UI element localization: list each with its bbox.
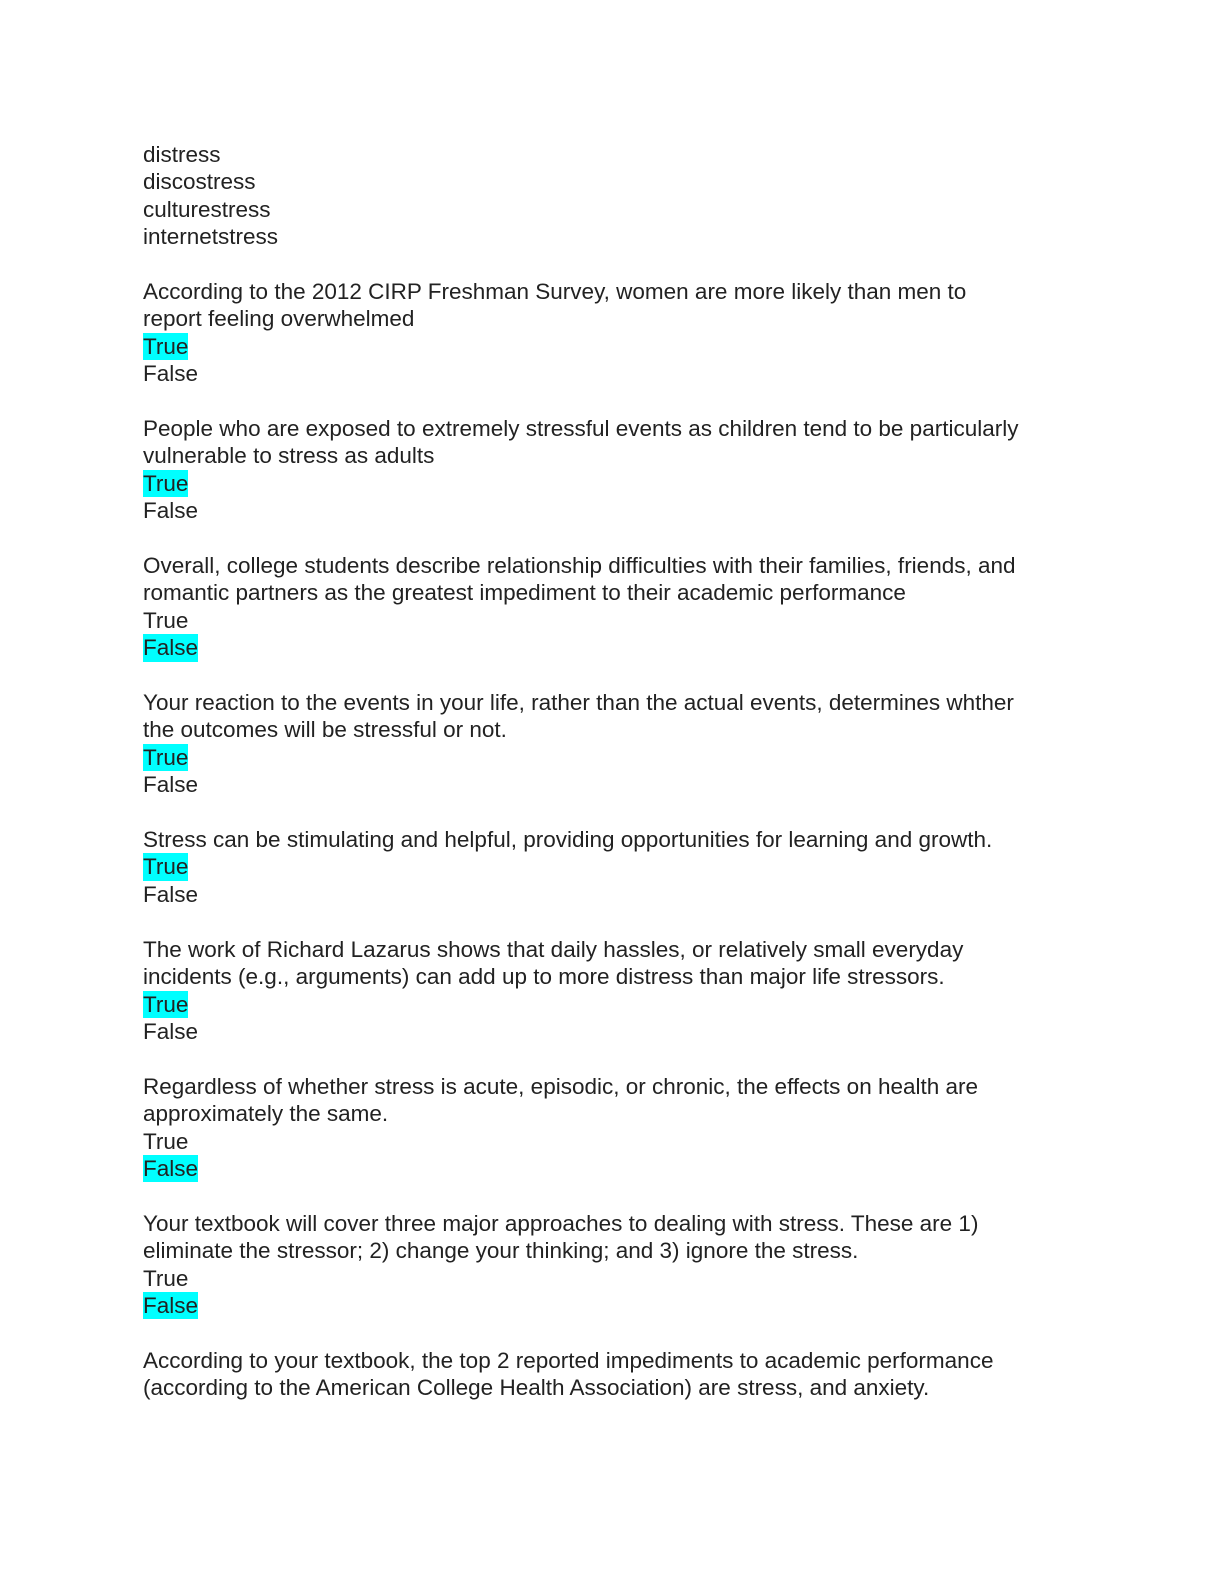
answer-option-label: True: [143, 470, 189, 496]
question-block: [143, 1073, 1083, 1183]
question-text-line: Your reaction to the events in your life, rather than the actual events, determines whther: [143, 690, 1014, 716]
question-spacer: [143, 1182, 1083, 1209]
answer-option-label: True: [143, 333, 189, 359]
question-text-line: People who are exposed to extremely stressful events as children tend to be particularly: [143, 416, 1019, 442]
question-text-line: report feeling overwhelmed: [143, 306, 415, 332]
question-text-line: romantic partners as the greatest impediment to their academic performance: [143, 580, 906, 606]
answer-option-true[interactable]: [143, 991, 1083, 1018]
question-text-line: Your textbook will cover three major approaches to dealing with stress. These are 1): [143, 1210, 979, 1236]
list-item: distress: [143, 142, 221, 167]
question-list: [143, 251, 1083, 1402]
answer-option-false[interactable]: [143, 497, 1083, 524]
answer-option-label: False: [143, 498, 199, 524]
question-text-line: vulnerable to stress as adults: [143, 443, 435, 469]
answer-option-label: False: [143, 1292, 199, 1318]
question-text-line: approximately the same.: [143, 1101, 389, 1127]
answer-option-label: True: [143, 1128, 189, 1154]
question-text-line: incidents (e.g., arguments) can add up to more distress than major life stressors.: [143, 964, 945, 990]
answer-option-true[interactable]: [143, 853, 1083, 880]
question-spacer: [143, 1319, 1083, 1346]
answer-option-label: False: [143, 1018, 199, 1044]
question-block: [143, 415, 1083, 525]
answer-option-false[interactable]: [143, 1018, 1083, 1045]
answer-option-label: True: [143, 744, 189, 770]
question-text-line: the outcomes will be stressful or not.: [143, 717, 507, 743]
answer-option-true[interactable]: [143, 470, 1083, 497]
question-text-line: eliminate the stressor; 2) change your thinking; and 3) ignore the stress.: [143, 1238, 859, 1264]
question-block: [143, 1210, 1083, 1320]
answer-option-false[interactable]: [143, 1155, 1083, 1182]
question-text-line: Overall, college students describe relationship difficulties with their families, friends, and: [143, 553, 1016, 579]
question-text-line: (according to the American College Health Association) are stress, and anxiety.: [143, 1375, 930, 1401]
answer-option-false[interactable]: [143, 771, 1083, 798]
question-spacer: [143, 251, 1083, 278]
question-block: [143, 552, 1083, 662]
question-block: [143, 689, 1083, 799]
answer-option-true[interactable]: [143, 333, 1083, 360]
top-option-list: [143, 141, 1083, 251]
list-item: discostress: [143, 169, 256, 195]
question-spacer: [143, 525, 1083, 552]
question-text-line: The work of Richard Lazarus shows that daily hassles, or relatively small everyday: [143, 936, 964, 962]
list-item: culturestress: [143, 196, 271, 222]
answer-option-label: False: [143, 361, 199, 387]
answer-option-false[interactable]: [143, 1292, 1083, 1319]
answer-option-label: True: [143, 1265, 189, 1291]
question-spacer: [143, 1045, 1083, 1072]
answer-option-label: True: [143, 607, 189, 633]
question-spacer: [143, 662, 1083, 689]
question-text-line: According to the 2012 CIRP Freshman Survey, women are more likely than men to: [143, 279, 967, 305]
list-item: internetstress: [143, 224, 279, 250]
answer-option-true[interactable]: [143, 607, 1083, 634]
answer-option-false[interactable]: [143, 634, 1083, 661]
question-spacer: [143, 908, 1083, 935]
answer-option-label: True: [143, 991, 189, 1017]
question-spacer: [143, 799, 1083, 826]
question-text-line: According to your textbook, the top 2 reported impediments to academic performance: [143, 1347, 994, 1373]
answer-option-true[interactable]: [143, 744, 1083, 771]
question-text-line: Regardless of whether stress is acute, episodic, or chronic, the effects on health are: [143, 1073, 979, 1099]
question-spacer: [143, 388, 1083, 415]
answer-option-false[interactable]: [143, 360, 1083, 387]
question-text-line: Stress can be stimulating and helpful, providing opportunities for learning and growth.: [143, 827, 993, 853]
document-page: [143, 141, 1083, 1402]
answer-option-label: False: [143, 881, 199, 907]
question-block: [143, 826, 1083, 908]
answer-option-label: False: [143, 772, 199, 798]
answer-option-label: True: [143, 854, 189, 880]
answer-option-true[interactable]: [143, 1128, 1083, 1155]
question-block: [143, 936, 1083, 1046]
answer-option-label: False: [143, 1155, 199, 1181]
question-block: [143, 1347, 1083, 1402]
answer-option-true[interactable]: [143, 1265, 1083, 1292]
answer-option-false[interactable]: [143, 881, 1083, 908]
answer-option-label: False: [143, 635, 199, 661]
question-block: [143, 278, 1083, 388]
